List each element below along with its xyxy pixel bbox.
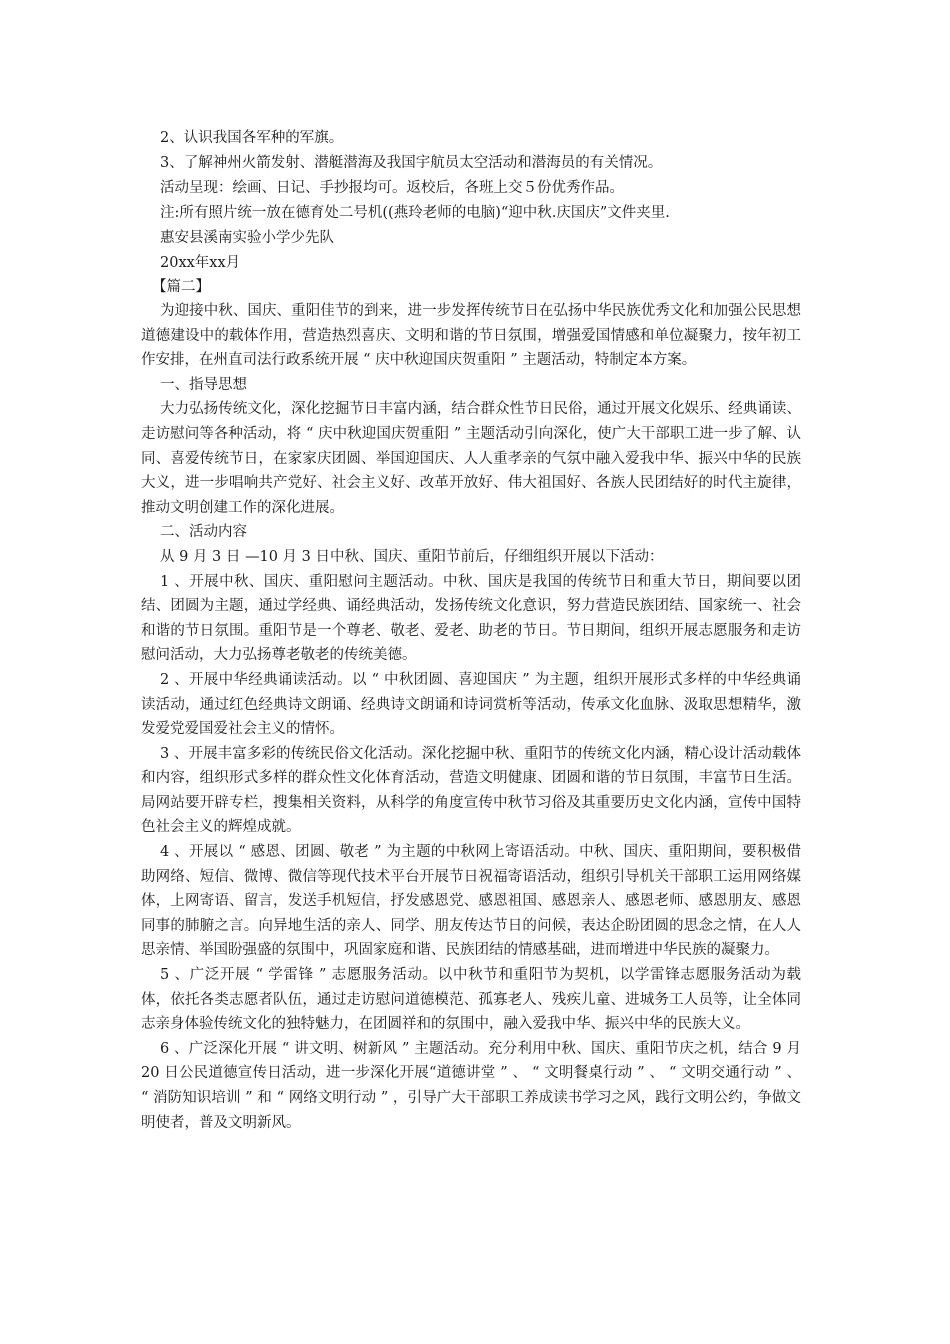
paragraph-item-3: 3 、开展丰富多彩的传统民俗文化活动。深化挖掘中秋、重阳节的传统文化内涵，精心设计活动载体和内容，组织形式多样的群众性文化体育活动，营造文明健康、团圆和谐的节日氛围，丰富节日生活。局网站要开辟专栏，搜集相关资料，从科学的角度宣传中秋节习俗及其重要历史文化内涵，宣传中国特色社会主义的辉煌成就。 <box>141 745 801 836</box>
intro-note: 注:所有照片统一放在德育处二号机((燕玲老师的电脑)“迎中秋.庆国庆”文件夹里. <box>160 205 670 221</box>
paragraph-item-4: 4 、开展以 “ 感恩、团圆、敬老 ” 为主题的中秋网上寄语活动。中秋、国庆、重阳期间，要积极借助网络、短信、微博、微信等现代技术平台开展节日祝福寄语活动，组织引导机关干部职工运用网络媒体，上网寄语、留言，发送手机短信，抒发感恩党、感恩祖国、感恩亲人、感恩老师、感恩朋友、感恩同事的肺腑之言。向异地生活的亲人、同学、朋友传达节日的问候，表达企盼团圆的思念之情，在人人思亲情、举国盼强盛的氛围中，巩固家庭和谐、民族团结的情感基础，进而增进中华民族的凝聚力。 <box>141 844 801 959</box>
intro-line-3: 活动呈现：绘画、日记、手抄报均可。返校后，各班上交５份优秀作品。 <box>160 180 624 196</box>
heading-guiding-ideology: 一、指导思想 <box>160 376 247 393</box>
paragraph-item-6: 6 、广泛深化开展 “ 讲文明、树新风 ” 主题活动。充分利用中秋、国庆、重阳节庆之机，结合 9 月 20 日公民道德宣传日活动，进一步深化开展“道德讲堂 ” 、 “ 文明餐桌行动 ” 、 “ 文明交通行动 ” 、 “ 消防知识培训 ” 和 “ 网络文明行动 ” ，引导广大干部职工养成读书学习之风，践行文明公约，争做文明使者，普及文明新风。 <box>141 1040 801 1131</box>
signature-date: 20xx年xx月 <box>160 255 241 271</box>
paragraph-activity-period: 从 9 月 3 日 —10 月 3 日中秋、国庆、重阳节前后，仔细组织开展以下活动： <box>160 548 664 565</box>
section-heading-part2: 【篇二】 <box>152 279 210 295</box>
paragraph-item-2: 2 、开展中华经典诵读活动。以 “ 中秋团圆、喜迎国庆 ” 为主题，组织开展形式多样的中华经典诵读活动，通过红色经典诗文朗诵、经典诗文朗诵和诗词赏析等活动，传承文化血脉、汲取思想精华，激发爱党爱国爱社会主义的情怀。 <box>141 671 801 738</box>
paragraph-item-1: 1 、开展中秋、国庆、重阳慰问主题活动。中秋、国庆是我国的传统节日和重大节日，期间要以团结、团圆为主题，通过学经典、诵经典活动，发扬传统文化意识，努力营造民族团结、国家统一、社会和谐的节日氛围。重阳节是一个尊老、敬老、爱老、助老的节日。节日期间，组织开展志愿服务和走访慰问活动，大力弘扬尊老敬老的传统美德。 <box>141 573 801 664</box>
paragraph-item-5: 5 、广泛开展 “ 学雷锋 ” 志愿服务活动。以中秋节和重阳节为契机，以学雷锋志愿服务活动为载体，依托各类志愿者队伍，通过走访慰问道德模范、孤寡老人、残疾儿童、进城务工人员等，让全体同志亲身体验传统文化的独特魅力，在团圆祥和的氛围中，融入爱我中华、振兴中华的民族大义。 <box>141 967 801 1033</box>
paragraph-guiding-ideology: 大力弘扬传统文化，深化挖掘节日丰富内涵，结合群众性节日民俗，通过开展文化娱乐、经典诵读、走访慰问等各种活动，将 “ 庆中秋迎国庆贺重阳 ” 主题活动引向深化，使广大干部职工进一步了解、认同、喜爱传统节日，在家家庆团圆、举国迎国庆、人人重孝亲的气氛中融入爱我中华、振兴中华的民族大义，进一步唱响共产党好、社会主义好、改革开放好、伟大祖国好、各族人民团结好的时代主旋律，推动文明创建工作的深化进展。 <box>141 401 801 516</box>
paragraph-intro: 为迎接中秋、国庆、重阳佳节的到来，进一步发挥传统节日在弘扬中华民族优秀文化和加强公民思想道德建设中的载体作用，营造热烈喜庆、文明和谐的节日氛围，增强爱国情感和单位凝聚力，按年初工作安排，在州直司法行政系统开展 “ 庆中秋迎国庆贺重阳 ” 主题活动，特制定本方案。 <box>141 303 801 369</box>
signature-org: 惠安县溪南实验小学少先队 <box>160 230 334 246</box>
intro-line-2: 3、了解神州火箭发射、潜艇潜海及我国宇航员太空活动和潜海员的有关情况。 <box>160 155 663 171</box>
heading-activity-content: 二、活动内容 <box>160 524 247 541</box>
article-body <box>141 299 801 1135</box>
intro-line-1: 2、认识我国各军种的军旗。 <box>160 130 344 146</box>
